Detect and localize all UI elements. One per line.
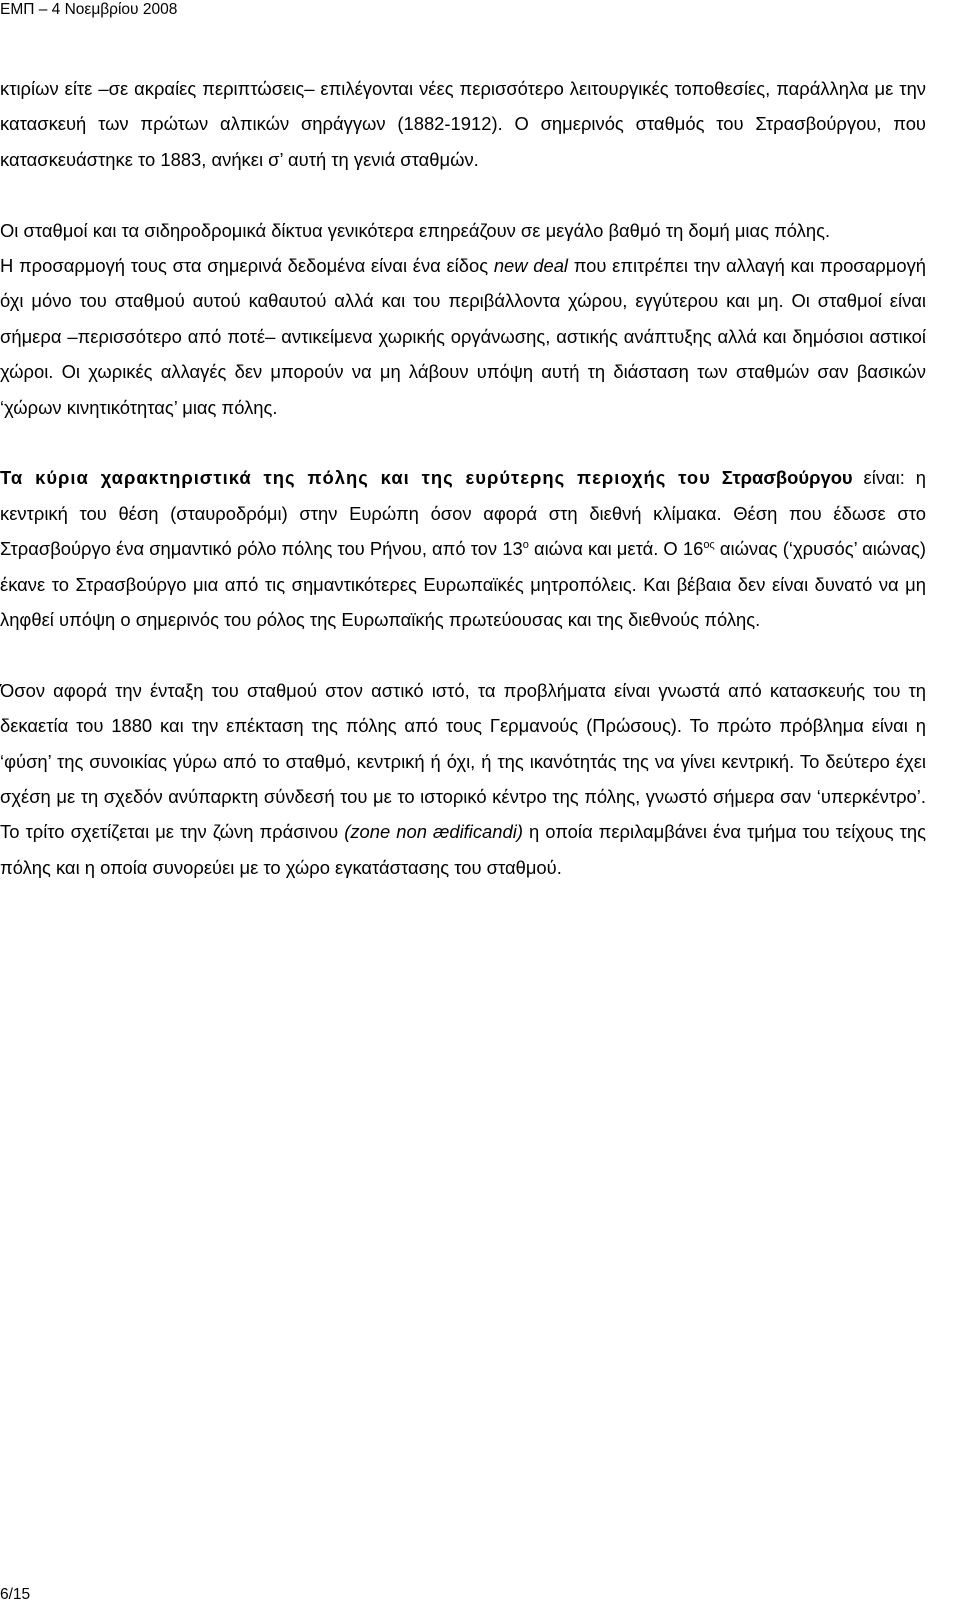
paragraph-stations-history [0,71,926,177]
paragraph-text: Όσον αφορά την ένταξη του σταθμού στον αστικό ιστό, τα προβλήματα είναι γνωστά από κατασκευής του τη δεκαετία του 1880 και την επέκταση της πόλης από τους Γερμανούς (Πρώσους). Το πρώτο πρόβλημα είναι η ‘φύση’ της συνοικίας γύρω από το σταθμό, κεντρική ή όχι, ή της ικανότητάς της να γίνει κεντρική. Το δεύτερο έχει σχέση με τη σχεδόν ανύπαρκτη σύνδεσή του με το ιστορικό κέντρο της πόλης, γνωστό σήμερα σαν ‘υπερκέντρο’. Το τρίτο σχετίζεται με την ζώνη πράσινου [0,679,926,843]
superscript-ordinal: ος [703,539,715,552]
page-number: 6/15 [0,1586,31,1603]
paragraph-text: η οποία περιλαμβάνει ένα τμήμα του τείχους της πόλης και η οποία συνορεύει με το χώρο εγκατάστασης του σταθμού. [0,821,926,878]
document-body [0,71,926,885]
page-header: ΕΜΠ – 4 Νοεμβρίου 2008 [0,1,178,18]
paragraph-text: Οι σταθμοί και τα σιδηροδρομικά δίκτυα γενικότερα επηρεάζουν σε μεγάλο βαθμό τη δομή μιας πόλης. [0,219,831,241]
bold-place-name: Στρασβούργου [721,467,853,489]
superscript-ordinal: ο [522,539,529,552]
paragraph-strasbourg-characteristics [0,460,926,637]
paragraph-gap [0,425,926,460]
paragraph-stations-urban [0,248,926,425]
paragraph-station-integration [0,673,926,885]
paragraph-text: αιώνας (‘χρυσός’ αιώνας) έκανε το Στρασβούργο μια από τις σημαντικότερες Ευρωπαϊκές μητροπόλεις. Και βέβαια δεν είναι δυνατό να μη ληφθεί υπόψη ο σημερινός του ρόλος της Ευρωπαϊκής πρωτεύουσας και της διεθνούς πόλης. [0,538,926,631]
paragraph-gap [0,177,926,212]
bold-heading-text: Τα κύρια χαρακτηριστικά της πόλης και της ευρύτερης περιοχής του [0,467,711,489]
italic-term: new deal [493,255,569,277]
paragraph-text: αιώνα και μετά. Ο 16 [533,538,704,560]
paragraph-gap [0,637,926,672]
paragraph-text: κτιρίων είτε –σε ακραίες περιπτώσεις– επιλέγονται νέες περισσότερο λειτουργικές τοποθεσίες, παράλληλα με την κατασκευή των πρώτων αλπικών σηράγγων (1882-1912). Ο σημερινός σταθμός του Στρασβούργου, που κατασκευάστηκε το 1883, ανήκει σ’ αυτή τη γενιά σταθμών. [0,78,926,170]
paragraph-text: είναι: η κεντρική του θέση (σταυροδρόμι) στην Ευρώπη όσον αφορά στη διεθνή κλίμακα. Θέση που έδωσε στο Στρασβούργο ένα σημαντικό ρόλο πόλης του Ρήνου, από τον 13 [0,467,926,560]
paragraph-text: Η προσαρμογή τους στα σημερινά δεδομένα είναι ένα είδος [0,255,489,277]
italic-term: (zone non ædificandi) [344,821,523,843]
paragraph-intro-line [0,213,926,248]
paragraph-text: που επιτρέπει την αλλαγή και προσαρμογή όχι μόνο του σταθμού αυτού καθαυτού αλλά και του περιβάλλοντα χώρου, εγγύτερου και μη. Οι σταθμοί είναι σήμερα –περισσότερο από ποτέ– αντικείμενα χωρικής οργάνωσης, αστικής ανάπτυξης αλλά και δημόσιοι αστικοί χώροι. Οι χωρικές αλλαγές δεν μπορούν να μη λάβουν υπόψη αυτή τη διάσταση των σταθμών σαν βασικών ‘χώρων κινητικότητας’ μιας πόλης. [0,255,926,418]
